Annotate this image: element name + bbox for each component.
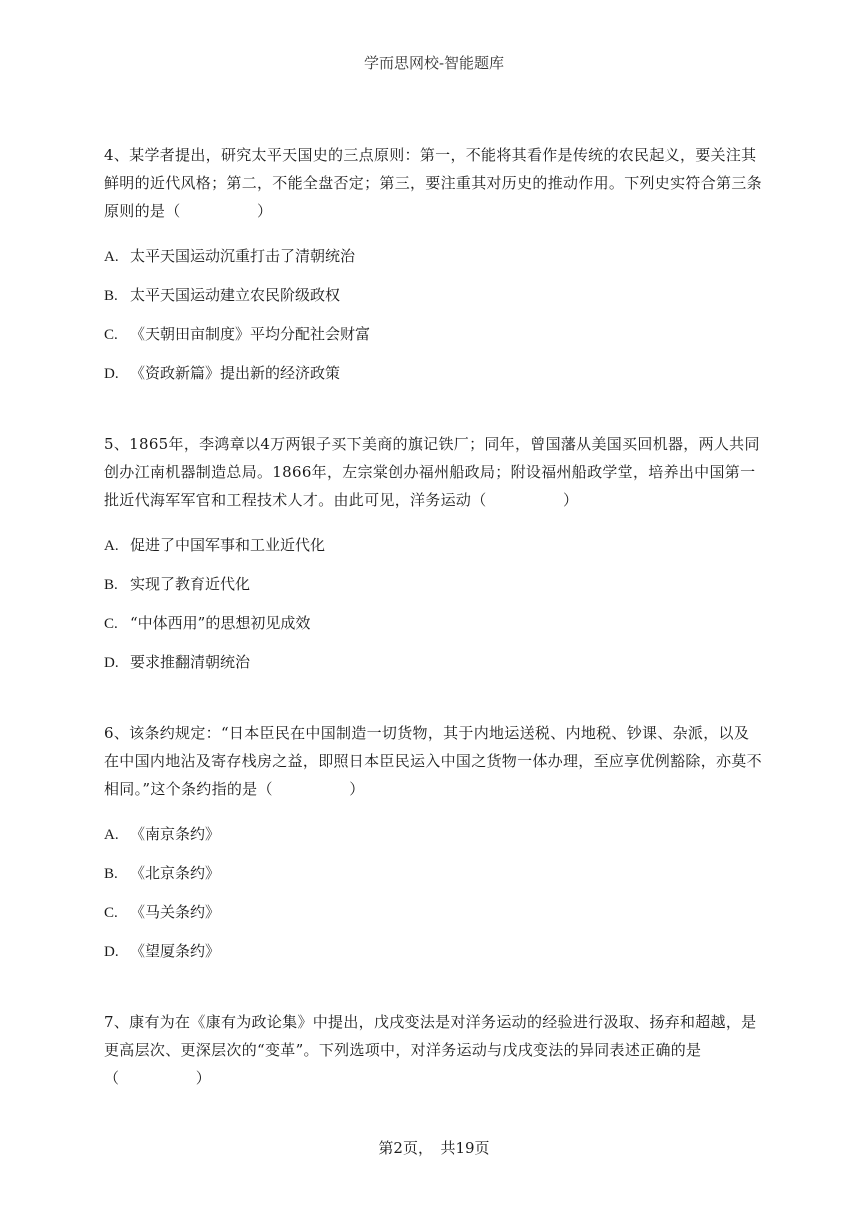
question-stem: 7、康有为在《康有为政论集》中提出，戊戌变法是对洋务运动的经验进行汲取、扬弃和超越，是更高层次、更深层次的“变革”。下列选项中，对洋务运动与戊戌变法的异同表述正确的是（ ）	[104, 1013, 757, 1087]
option-text: 要求推翻清朝统治	[130, 653, 251, 671]
option-letter: B.	[104, 866, 118, 882]
question-4	[104, 141, 764, 393]
option-letter: C.	[104, 905, 118, 921]
option-text: 《南京条约》	[130, 825, 221, 843]
option-letter: B.	[104, 288, 118, 304]
option-text: 《天朝田亩制度》平均分配社会财富	[130, 325, 371, 343]
option-letter: D.	[104, 366, 119, 382]
option-text: “中体西用”的思想初见成效	[130, 614, 311, 632]
page-footer: 第2页， 共19页	[378, 1139, 490, 1157]
option-b[interactable]	[104, 854, 764, 893]
option-list	[104, 237, 764, 393]
option-letter: A.	[104, 538, 119, 554]
option-letter: A.	[104, 249, 119, 265]
option-text: 促进了中国军事和工业近代化	[130, 536, 326, 554]
option-text: 《马关条约》	[130, 903, 221, 921]
option-text: 太平天国运动沉重打击了清朝统治	[130, 247, 356, 265]
option-c[interactable]	[104, 893, 764, 932]
option-c[interactable]	[104, 315, 764, 354]
question-6	[104, 719, 764, 971]
option-list	[104, 526, 764, 682]
option-text: 《望厦条约》	[130, 942, 221, 960]
option-d[interactable]	[104, 932, 764, 971]
option-letter: C.	[104, 327, 118, 343]
option-a[interactable]	[104, 815, 764, 854]
question-7	[104, 1008, 764, 1092]
option-letter: C.	[104, 616, 118, 632]
option-d[interactable]	[104, 354, 764, 393]
option-a[interactable]	[104, 526, 764, 565]
option-b[interactable]	[104, 565, 764, 604]
option-text: 《北京条约》	[130, 864, 221, 882]
option-text: 实现了教育近代化	[130, 575, 251, 593]
option-letter: D.	[104, 655, 119, 671]
page-header: 学而思网校-智能题库	[363, 54, 505, 72]
option-text: 《资政新篇》提出新的经济政策	[130, 364, 341, 382]
option-text: 太平天国运动建立农民阶级政权	[130, 286, 341, 304]
option-a[interactable]	[104, 237, 764, 276]
option-list	[104, 815, 764, 971]
question-stem: 6、该条约规定：“日本臣民在中国制造一切货物，其于内地运送税、内地税、钞课、杂派，以及在中国内地沾及寄存栈房之益，即照日本臣民运入中国之货物一体办理，至应享优例豁除，亦莫不相同。”这个条约指的是（ ）	[104, 724, 762, 798]
question-5	[104, 430, 764, 682]
option-letter: A.	[104, 827, 119, 843]
option-b[interactable]	[104, 276, 764, 315]
option-letter: D.	[104, 944, 119, 960]
question-stem: 5、1865年，李鸿章以4万两银子买下美商的旗记铁厂；同年，曾国藩从美国买回机器，两人共同创办江南机器制造总局。1866年，左宗棠创办福州船政局；附设福州船政学堂，培养出中国第一批近代海军军官和工程技术人才。由此可见，洋务运动（ ）	[104, 435, 760, 509]
option-letter: B.	[104, 577, 118, 593]
option-d[interactable]	[104, 643, 764, 682]
question-stem: 4、某学者提出，研究太平天国史的三点原则：第一，不能将其看作是传统的农民起义，要关注其鲜明的近代风格；第二，不能全盘否定；第三，要注重其对历史的推动作用。下列史实符合第三条原则的是（ ）	[104, 146, 762, 220]
option-c[interactable]	[104, 604, 764, 643]
